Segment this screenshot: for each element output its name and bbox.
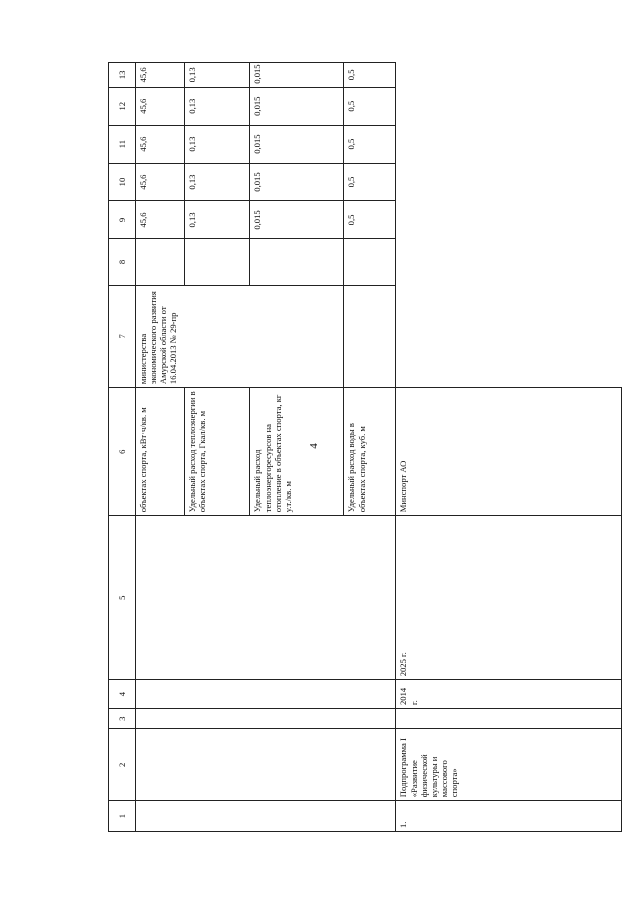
value-cell: 0,015 [250, 201, 344, 239]
value-cell: 0,015 [250, 125, 344, 163]
value-cell: 0,5 [344, 163, 396, 201]
rotated-table-container [108, 62, 622, 832]
base-cell [344, 239, 396, 285]
value-cell: 0,5 [344, 63, 396, 88]
col-header: 9 [109, 201, 136, 239]
value-cell: 0,13 [184, 163, 250, 201]
header-row [109, 63, 136, 832]
cell-empty [135, 801, 396, 832]
value-cell: 45,6 [135, 163, 184, 201]
value-cell: 0,5 [344, 125, 396, 163]
table-row [135, 63, 184, 832]
col-header: 6 [109, 388, 136, 516]
value-cell: 0,015 [250, 63, 344, 88]
table-row [396, 63, 622, 832]
indicators-table [108, 62, 622, 832]
value-cell: 0,13 [184, 125, 250, 163]
col-header: 3 [109, 708, 136, 729]
indicator-cell: Удельный расход теплоэнергоресурсов на отопление в объектах спорта, кг у.т./кв. м [250, 388, 344, 516]
cell-empty [135, 516, 396, 680]
value-cell: 0,5 [344, 201, 396, 239]
cell-empty [135, 729, 396, 801]
cell-empty [135, 680, 396, 709]
value-cell: 45,6 [135, 63, 184, 88]
col-header: 5 [109, 516, 136, 680]
col-header: 12 [109, 87, 136, 125]
value-cell: 0,5 [344, 87, 396, 125]
start-year-cell: 2014 г. [396, 680, 622, 709]
indicator-cell: объектах спорта, кВт·ч/кв. м [135, 388, 184, 516]
value-cell: 45,6 [135, 87, 184, 125]
base-cell [135, 239, 184, 285]
value-cell: 0,015 [250, 87, 344, 125]
base-cell [250, 239, 344, 285]
indicator-cell: Удельный расход воды в объектах спорта, куб. м [344, 388, 396, 516]
value-cell: 45,6 [135, 125, 184, 163]
col-header: 2 [109, 729, 136, 801]
row-number-cell: 1. [396, 801, 622, 832]
col-header: 13 [109, 63, 136, 88]
cell-empty [135, 708, 396, 729]
value-cell: 0,13 [184, 201, 250, 239]
subprogram-name-cell: Подпрограмма I «Развитие физической культуры и массового спорта» [396, 729, 622, 801]
executor-cell: Минспорт АО [396, 388, 622, 516]
source-cell [344, 285, 396, 388]
col-header: 8 [109, 239, 136, 285]
value-cell: 0,13 [184, 63, 250, 88]
col-header: 1 [109, 801, 136, 832]
col-header: 7 [109, 285, 136, 388]
end-year-cell: 2025 г. [396, 516, 622, 680]
col-header: 4 [109, 680, 136, 709]
source-cell: министерства экономического развития Амурской области от 16.04.2013 № 29-пр [135, 285, 344, 388]
value-cell: 0,015 [250, 163, 344, 201]
page-number: 4 [307, 443, 320, 449]
base-cell [184, 239, 250, 285]
col-header: 11 [109, 125, 136, 163]
indicator-cell: Удельный расход теплоэнергии в объектах спорта, Гкал/кв. м [184, 388, 250, 516]
col-header: 10 [109, 163, 136, 201]
value-cell: 0,13 [184, 87, 250, 125]
value-cell: 45,6 [135, 201, 184, 239]
empty-cell [396, 708, 622, 729]
